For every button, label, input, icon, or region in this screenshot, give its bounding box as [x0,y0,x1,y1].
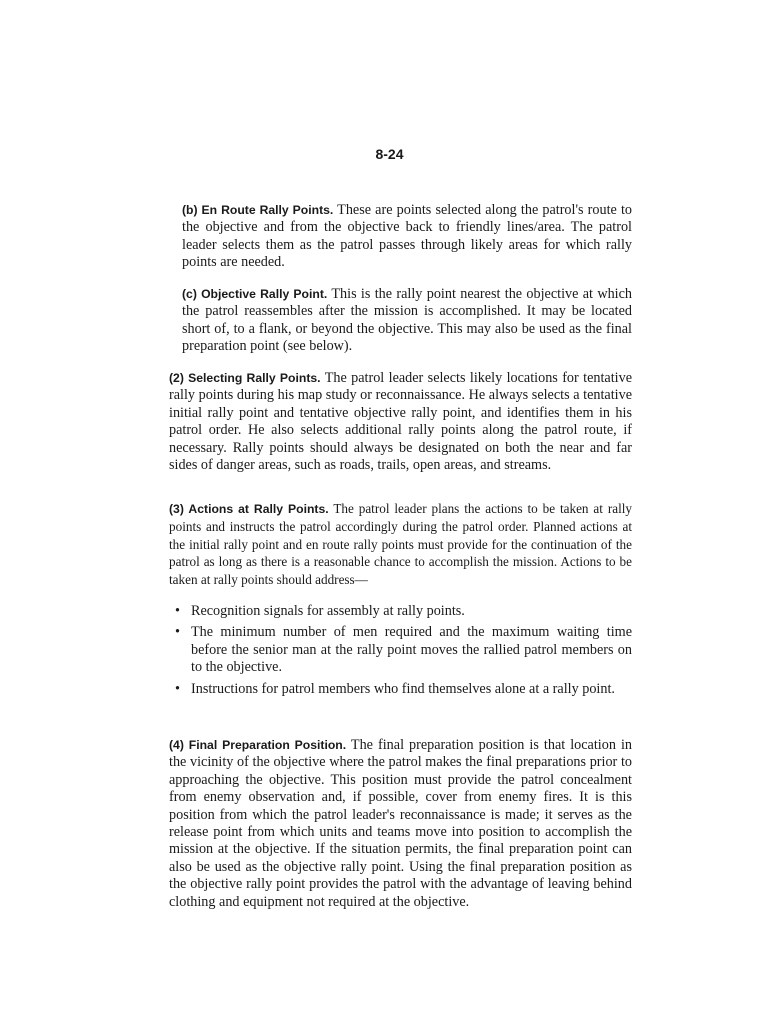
page-number: 8-24 [375,146,404,162]
objective-rally-point-text: This is the rally point nearest the objective at which the patrol reassembles after the mission is accomplished. It may be located short of, to a flank, or beyond the objective. This may also be used as the final preparation point (see below). [182,286,632,355]
final-preparation-position-text: The final preparation position is that location in the vicinity of the objective where the patrol makes the final preparations prior to approaching the objective. This position must provide the patrol concealment from enemy observation and, if possible, cover from enemy fires. It is this position from which the patrol leader's reconnaissance is made; it serves as the release point from which units and teams move into position to accomplish the mission at the objective. If the situation permits, the final preparation point can also be used as the objective rally point. Using the final preparation position as the objective rally point provides the patrol with the advantage of leaving behind clothing and equipment not required at the objective. [169,737,632,910]
actions-at-rally-points-heading: (3) Actions at Rally Points. [169,502,329,516]
en-route-rally-points-text: These are points selected along the patrol's route to the objective and from the objective back to friendly lines/area. The patrol leader selects them as the patrol passes through likely areas for which rally points are needed. [182,202,632,271]
rally-actions-bullet-list [173,603,632,702]
actions-at-rally-points-text: The patrol leader plans the actions to be taken at rally points and instructs the patrol accordingly during the patrol order. Planned actions at the initial rally point and en route rally points must provide for the continuation of the patrol as long as there is a reasonable chance to accomplish the mission. Actions to be taken at rally points should address— [169,501,632,587]
final-preparation-position-paragraph [169,737,632,911]
bullet-text: Instructions for patrol members who find themselves alone at a rally point. [191,680,615,697]
selecting-rally-points-heading: (2) Selecting Rally Points. [169,371,321,385]
bullet-text: The minimum number of men required and the maximum waiting time before the senior man at the rally point moves the rallied patrol members on to the objective. [191,624,632,676]
bullet-text: Recognition signals for assembly at rally points. [191,603,465,619]
objective-rally-point-heading: (c) Objective Rally Point. [182,287,328,301]
en-route-rally-points-heading: (b) En Route Rally Points. [182,203,334,217]
list-item [173,603,632,620]
selecting-rally-points-paragraph [169,370,632,474]
objective-rally-point-paragraph [182,286,632,356]
bullet-icon: • [175,680,180,697]
actions-at-rally-points-paragraph [169,500,632,588]
list-item [173,681,632,698]
final-preparation-position-heading: (4) Final Preparation Position. [169,738,347,752]
en-route-rally-points-paragraph [182,202,632,272]
bullet-icon: • [175,603,180,619]
list-item [173,624,632,676]
bullet-icon: • [175,624,180,641]
selecting-rally-points-text: The patrol leader selects likely locations for tentative rally points during his map study or reconnaissance. He always selects a tentative initial rally point and tentative objective rally point, and identifies them in his patrol order. He also selects additional rally points along the patrol route, if necessary. Rally points should always be designated on both the near and far sides of danger areas, such as roads, trails, open areas, and streams. [169,370,632,474]
